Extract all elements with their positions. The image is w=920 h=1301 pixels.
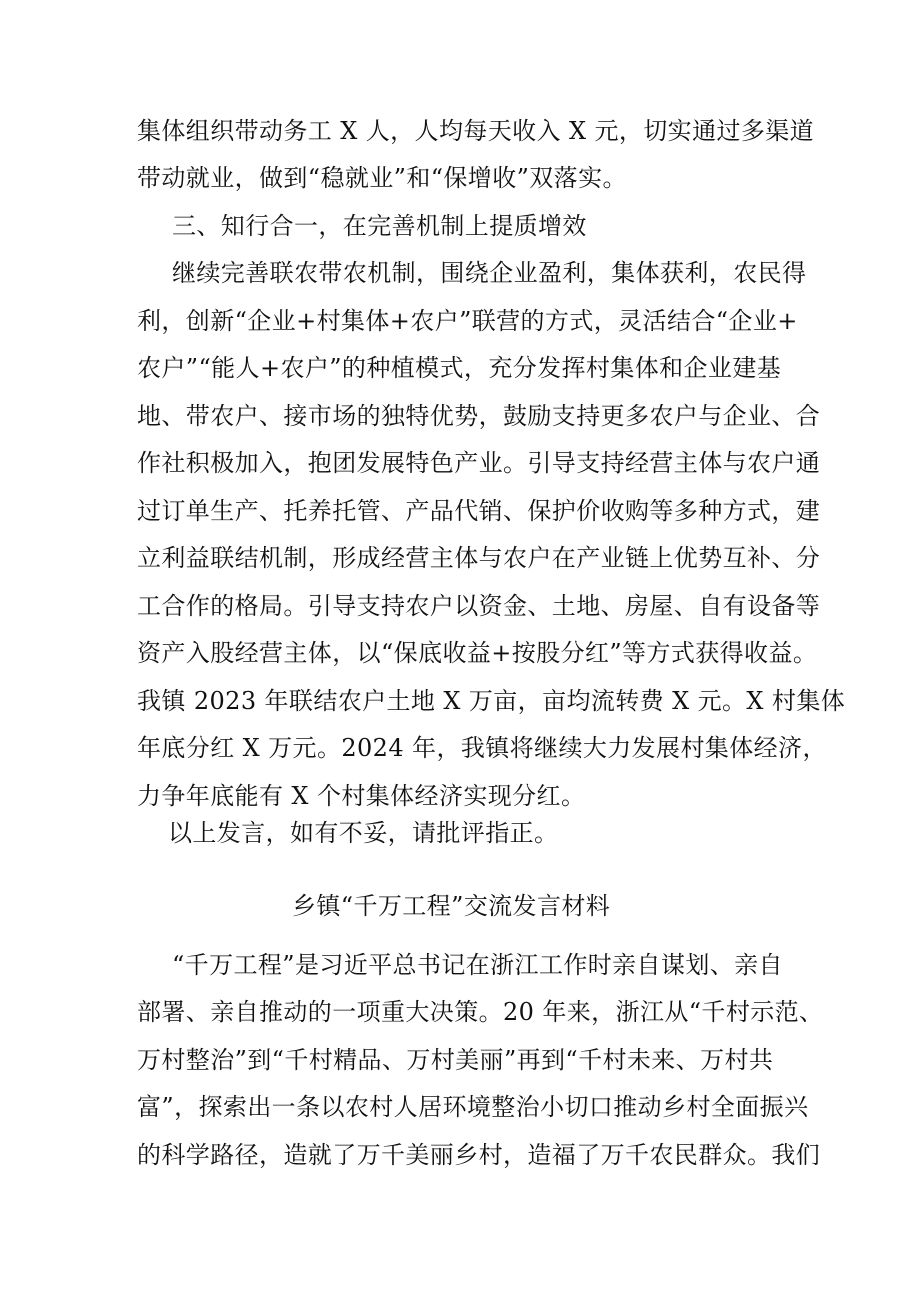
text-line-7: 地、带农户、接市场的独特优势，鼓励支持更多农户与企业、合	[137, 402, 821, 430]
closing-line: 以上发言，如有不妥，请批评指正。	[168, 819, 559, 847]
text-line-6: 农户”“能人+农户”的种植模式，充分发挥村集体和企业建基	[137, 354, 782, 382]
text-line-19: 部署、亲自推动的一项重大决策。20 年来，浙江从“千村示范、	[137, 998, 824, 1026]
text-line-2: 带动就业，做到“稳就业”和“保增收”双落实。	[137, 164, 627, 192]
text-line-22: 的科学路径，造就了万千美丽乡村，造福了万千农民群众。我们	[137, 1141, 821, 1169]
document-title: 乡镇“千万工程”交流发言材料	[292, 892, 611, 920]
text-line-11: 工合作的格局。引导支持农户以资金、土地、房屋、自有设备等	[137, 592, 821, 620]
text-line-14: 年底分红 X 万元。2024 年，我镇将继续大力发展村集体经济，	[137, 734, 827, 762]
text-line-8: 作社积极加入，抱团发展特色产业。引导支持经营主体与农户通	[137, 449, 821, 477]
text-line-5: 利，创新“企业+村集体+农户”联营的方式，灵活结合“企业+	[137, 307, 798, 335]
text-line-9: 过订单生产、托养托管、产品代销、保护价收购等多种方式，建	[137, 497, 821, 525]
text-line-12: 资产入股经营主体，以“保底收益+按股分红”等方式获得收益。	[137, 639, 818, 667]
text-line-15: 力争年底能有 X 个村集体经济实现分红。	[137, 782, 586, 810]
text-line-21: 富”，探索出一条以农村人居环境整治小切口推动乡村全面振兴	[137, 1093, 809, 1121]
text-line-10: 立利益联结机制，形成经营主体与农户在产业链上优势互补、分	[137, 544, 821, 572]
text-line-1: 集体组织带动务工 X 人，人均每天收入 X 元，切实通过多渠道	[137, 117, 815, 145]
text-line-4: 继续完善联农带农机制，围绕企业盈利，集体获利，农民得	[172, 259, 807, 287]
text-line-20: 万村整治”到“千村精品、万村美丽”再到“千村未来、万村共	[137, 1046, 774, 1074]
text-line-13: 我镇 2023 年联结农户土地 X 万亩，亩均流转费 X 元。X 村集体	[137, 687, 846, 715]
section-heading-3: 三、知行合一，在完善机制上提质增效	[172, 212, 587, 240]
text-line-18: “千万工程”是习近平总书记在浙江工作时亲自谋划、亲自	[172, 951, 783, 979]
